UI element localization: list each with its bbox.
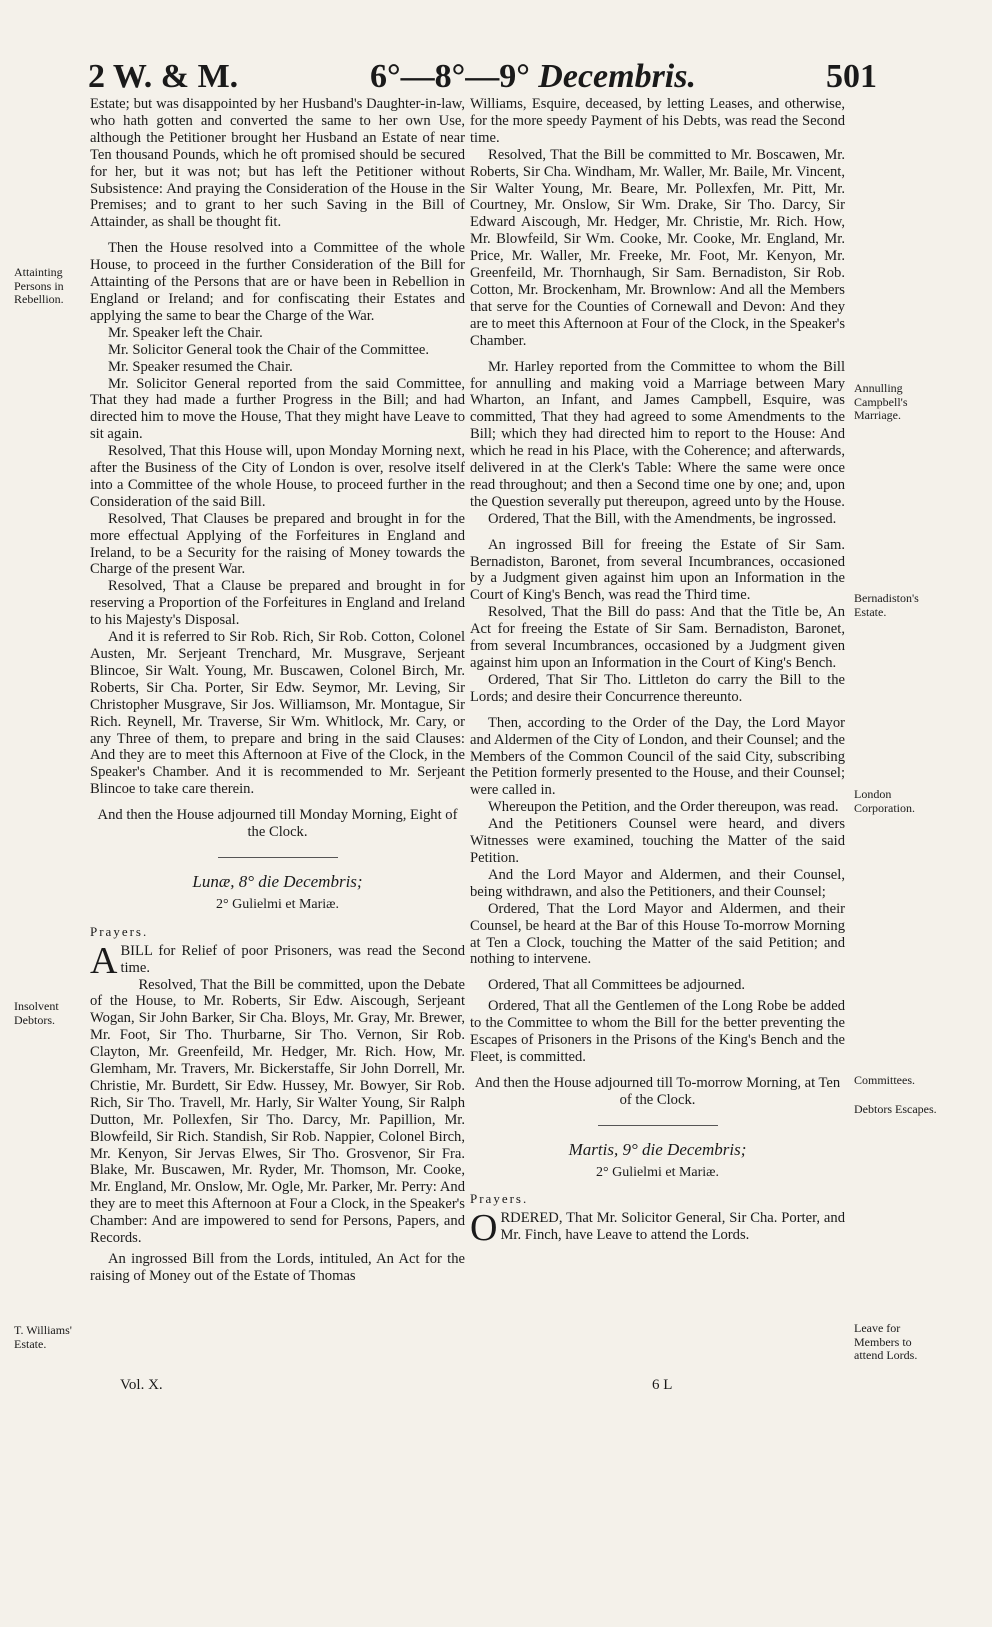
section-divider — [218, 857, 338, 858]
margin-note-committees: Committees. — [854, 1073, 915, 1087]
paragraph: And the Lord Mayor and Aldermen, and their Counsel, being withdrawn, and also the Petitioners, and their Counsel; — [470, 866, 845, 900]
adjournment: And then the House adjourned till Monday Morning, Eight of the Clock. — [97, 807, 458, 841]
adjournment: And then the House adjourned till To-morrow Morning, at Ten of the Clock. — [474, 1074, 841, 1108]
paragraph: Then, according to the Order of the Day, the Lord Mayor and Aldermen of the City of London, and their Counsel; and the Members of the Common Council of the said City, subscribing the Petition formerly presented to the House, and their Counsel; were called in. — [470, 714, 845, 799]
paragraph: Estate; but was disappointed by her Husband's Daughter-in-law, who hath gotten and converted the same to her own Use, although the Petitioner brought her Husband an Estate of near Ten thousand Pounds, which he oft promised should be secured for her, but it was not; but has left the Petitioner without Subsistence: And praying the Consideration of the House in the Premises; and to grant to her such Saving in the Bill of Attainder, as shall be thought fit. — [90, 96, 465, 231]
prayers-label: Prayers. — [470, 1191, 529, 1207]
paragraph: Resolved, That a Clause be prepared and brought in for reserving a Proportion of the Forfeitures in England and Ireland to his Majesty's Disposal. — [90, 578, 465, 629]
paragraph: Resolved, That the Bill be committed to Mr. Boscawen, Mr. Roberts, Sir Cha. Windham, Mr. Waller, Mr. Baile, Mr. Vincent, Sir Walter Young, Mr. Beare, Mr. Pollexfen, Mr. Pitt, Mr. Courtney, Mr. Onslow, Sir Wm. Drake, Sir Tho. Darcy, Sir Edward Aiscough, Mr. Hedger, Mr. Christie, Mr. Rich. How, Mr. Blowfeild, Sir Wm. Cooke, Mr. Cooke, Mr. England, Mr. Price, Mr. Waller, Mr. Freeke, Mr. Foot, Mr. Kenyon, Mr. Greenfeild, Mr. Thornhaugh, Sir Sam. Bernadiston, Sir Rob. Cotton, Mr. Brockenham, Mr. Brownlow: And all the Members that serve for the Counties of Cornewall and Devon: And they are to meet this Afternoon at Four of the Clock, in the Speaker's Chamber. — [470, 146, 845, 349]
paragraph: Whereupon the Petition, and the Order thereupon, was read. — [488, 799, 839, 816]
paragraph: And it is referred to Sir Rob. Rich, Sir Rob. Cotton, Colonel Austen, Mr. Serjeant Trenchard, Mr. Musgrave, Serjeant Blincoe, Sir Walt. Young, Mr. Buscawen, Colonel Birch, Mr. Roberts, Sir Cha. Porter, Sir Edw. Seymor, Mr. Leving, Sir Christopher Musgrave, Sir Jos. Williamson, Mr. Montague, Sir Rich. Reynell, Mr. Traverse, Sir Wm. Whitlock, Mr. Cary, or any Three of them, to prepare and bring in the said Clauses: And they are to meet this Afternoon at Five of the Clock, in the Speaker's Chamber. And it is recommended to Mr. Serjeant Blincoe to take care therein. — [90, 629, 465, 798]
paragraph: Ordered, That all Committees be adjourned. — [488, 977, 746, 994]
margin-note-attainting: Attainting Persons in Rebellion. — [14, 265, 64, 306]
paragraph: Then the House resolved into a Committee of the whole House, to proceed in the further Consideration of the Bill for Attainting of the Persons that are or have been in Rebellion in England or Ireland; and for confiscating their Estates and applying the same to bear the Charge of the War. — [90, 240, 465, 324]
paragraph: Mr. Speaker resumed the Chair. — [108, 358, 293, 375]
paragraph: Williams, Esquire, deceased, by letting Leases, and otherwise, for the more speedy Payment of his Debts, was read the Second time. — [470, 96, 845, 146]
paragraph — [470, 1207, 845, 1250]
regnal-year: 2° Gulielmi et Mariæ. — [215, 896, 340, 912]
paragraph: And the Petitioners Counsel were heard, and divers Witnesses were examined, touching the Matter of the said Petition. — [470, 816, 845, 866]
paragraph-text: BILL for Relief of poor Prisoners, was read the Second time. — [120, 942, 465, 976]
margin-note-bernadiston: Bernadiston's Estate. — [854, 591, 919, 619]
signature-mark: 6 L — [652, 1377, 673, 1393]
right-column — [470, 96, 845, 1250]
day-heading: Lunæ, 8° die Decembris; — [192, 871, 363, 891]
paragraph — [90, 939, 465, 982]
margin-note-williams: T. Williams' Estate. — [14, 1323, 72, 1351]
paragraph: Mr. Harley reported from the Committee to whom the Bill for annulling and making void a Marriage between Mary Wharton, an Infant, and James Campbell, Esquire, was committed, That they had agreed to some Amendments to the Bill; which they had directed him to report to the House: And which he read in his Place, with the Coherence; and afterwards, delivered in at the Clerk's Table: Where the same were once read throughout; and then a Second time one by one; and, upon the Question severally put thereupon, agreed unto by the House. — [470, 358, 845, 510]
paragraph: An ingrossed Bill for freeing the Estate of Sir Sam. Bernadiston, Baronet, from several Incumbrances, occasioned by a Judgment given against him upon an Information in the Court of King's Bench, was read the Third time. — [470, 536, 845, 604]
paragraph: An ingrossed Bill from the Lords, intituled, An Act for the raising of Money out of the Estate of Thomas — [90, 1251, 465, 1284]
volume-label: Vol. X. — [120, 1377, 163, 1393]
day-heading: Martis, 9° die Decembris; — [568, 1139, 747, 1159]
section-divider — [598, 1125, 718, 1126]
paragraph: Mr. Solicitor General reported from the said Committee, That they had made a further Progress in the Bill; and had directed him to move the House, That they might have Leave to sit again. — [90, 375, 465, 443]
month-label: Decembris. — [538, 58, 696, 95]
margin-note-leave: Leave for Members to attend Lords. — [854, 1321, 918, 1362]
margin-note-london: London Corporation. — [854, 787, 915, 815]
page-number: 501 — [826, 58, 877, 95]
paragraph: Mr. Solicitor General took the Chair of the Committee. — [108, 341, 429, 358]
date-heading — [370, 58, 696, 96]
regnal-year: 2° Gulielmi et Mariæ. — [595, 1164, 720, 1180]
paragraph: Ordered, That all the Gentlemen of the Long Robe be added to the Committee to whom the Bill for the better preventing the Escapes of Prisoners in the Prisons of the King's Bench and the Fleet, is committed. — [470, 998, 845, 1065]
paragraph-text: RDERED, That Mr. Solicitor General, Sir Cha. Porter, and Mr. Finch, have Leave to attend the Lords. — [500, 1210, 845, 1244]
margin-note-insolvent: Insolvent Debtors. — [14, 999, 59, 1027]
drop-cap: A — [90, 939, 118, 982]
drop-cap: O — [470, 1207, 498, 1250]
paragraph: Ordered, That Sir Tho. Littleton do carry the Bill to the Lords; and desire their Concurrence thereunto. — [470, 671, 845, 705]
margin-note-debtors: Debtors Escapes. — [854, 1102, 937, 1116]
paragraph: Resolved, That Clauses be prepared and brought in for the more effectual Applying of the Forfeitures in England and Ireland, to be a Security for the raising of Money towards the Charge of the present War. — [90, 510, 465, 578]
paragraph: Ordered, That the Bill, with the Amendments, be ingrossed. — [488, 510, 837, 527]
paragraph: Ordered, That the Lord Mayor and Aldermen, and their Counsel, be heard at the Bar of this House To-morrow Morning at Ten a Clock, touching the Matter of the said Petition; and nothing to intervene. — [470, 900, 845, 968]
session-label: 2 W. & M. — [88, 58, 239, 95]
date-range: 6°—8°—9° — [370, 58, 530, 95]
margin-note-annulling: Annulling Campbell's Marriage. — [854, 381, 908, 422]
paragraph: Mr. Speaker left the Chair. — [108, 324, 263, 341]
left-column — [90, 96, 465, 1285]
prayers-label: Prayers. — [90, 923, 149, 939]
paragraph: Resolved, That the Bill be committed, upon the Debate of the House, to Mr. Roberts, Sir Edw. Aiscough, Serjeant Wogan, Sir John Barker, Sir Cha. Bloys, Mr. Gray, Mr. Brewer, Mr. Foot, Sir Tho. Thurbarne, Sir Tho. Vernon, Sir Rob. Clayton, Mr. Greenfeild, Mr. Hedger, Mr. Rich. How, Mr. Glemham, Mr. Travers, Mr. Bickerstaffe, Sir John Dorrell, Mr. Christie, Mr. Burdett, Sir Edw. Hussey, Mr. Bowyer, Sir Rob. Rich, Sir Tho. Travell, Mr. Harly, Sir Walter Young, Sir Ralph Dutton, Mr. Pollexfen, Sir Tho. Darcy, Mr. Papillion, Mr. Blowfeild, Sir Rich. Standish, Sir Rob. Nappier, Colonel Birch, Mr. Kenyon, Sir Jervas Elwes, Sir Tho. Grosvenor, Sir Fra. Blake, Mr. Buscawen, Mr. Ryder, Mr. Thomson, Mr. Cooke, Mr. England, Mr. Onslow, Mr. Ogle, Mr. Parker, Mr. Perry: And they are to meet this Afternoon at Four a Clock, in the Speaker's Chamber: And are impowered to send for Persons, Papers, and Records. — [90, 976, 465, 1247]
paragraph: Resolved, That this House will, upon Monday Morning next, after the Business of the City of London is over, resolve itself into a Committee of the whole House, to proceed further in the Consideration of the said Bill. — [90, 443, 465, 510]
paragraph: Resolved, That the Bill do pass: And that the Title be, An Act for freeing the Estate of Sir Sam. Bernadiston, Baronet, from several Incumbrances, occasioned by a Judgment given against him upon an Information in the Court of King's Bench. — [470, 604, 845, 671]
